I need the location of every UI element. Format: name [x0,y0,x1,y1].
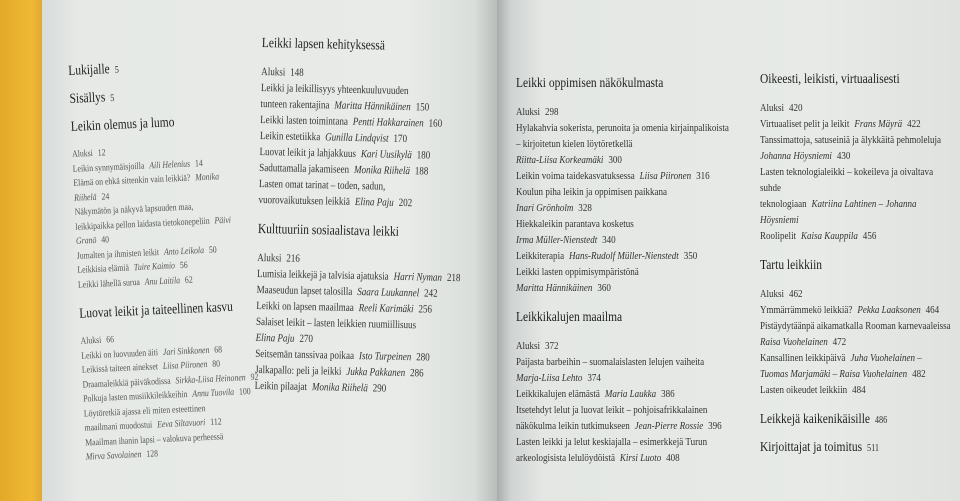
entry-author: Harri Nyman [393,270,443,284]
toc-entry-line [516,402,751,418]
entry-title: Leikki lasten oppimisympäristönä [516,266,639,278]
section-heading [760,440,955,456]
toc-entry-line [516,120,751,136]
section-title: Oikeesti, leikisti, virtuaalisesti [760,72,900,87]
toc-entry-line [760,382,955,398]
entry-page-number: 290 [372,382,387,395]
toc-section [516,76,751,296]
entry-title: Itsetehdyt lelut ja luovat leikit – pohjoisafrikkalainen [516,404,708,416]
entry-title: leikkipaikka pellon laidasta tietokonepeliin [75,216,210,233]
entry-author: Päivi Granö [75,215,232,247]
entry-page-number: 92 [250,372,259,383]
entry-author: Monika Riihelä [353,163,411,178]
entry-page-number: 56 [179,260,188,272]
entry-title: Lasten leikki ja lelut keskiajalla – esimerkkejä Turun [516,436,708,448]
section-title: Kirjoittajat ja toimitus [760,440,863,455]
section-title: Lukijalle [68,62,111,79]
entry-page-number: 350 [683,250,698,262]
section-heading [258,222,496,243]
entry-author: Raisa Vuohelainen [760,336,828,348]
entry-page-number: 218 [446,271,461,285]
entry-author: Liisa Piironen [162,359,208,373]
toc-entry-line [516,248,751,264]
section-heading [516,76,751,92]
entry-page-number: 372 [544,340,559,352]
entry-title: Roolipelit [760,230,797,242]
entry-title: Saduttamalla jakamiseen [259,161,350,176]
entry-title: Leikkisiа elämiä [77,263,130,276]
entry-title: tunteen rakentajina [260,97,330,112]
entry-title: Aluksi [80,335,102,347]
entry-author: Pentti Hakkarainen [352,115,424,130]
toc-entry-line [760,132,955,148]
entry-author: Annu Tuovila [192,387,235,400]
entry-title: Leikki lähellä surua [77,277,141,291]
entry-page-number: 24 [101,191,110,203]
toc-entry-line [760,148,955,164]
entry-page-number: 112 [210,417,222,428]
entry-title: Hylakahvia sokerista, perunoita ja omenia kirjainpalikoista [516,122,729,134]
toc-entry-line [516,370,751,386]
entry-author: Riitta-Liisa Korkeamäki [516,154,604,166]
entry-page-number: 188 [414,165,429,178]
entry-author: Gunilla Lindqvist [325,131,389,145]
section-page-number: 5 [114,64,120,76]
entry-page-number: 420 [788,102,803,114]
entry-title: Koulun piha leikin ja oppimisen paikkana [516,186,668,198]
toc-entry-line [516,354,751,370]
entry-title: Lasten oikeudet leikkiin [760,384,848,396]
toc-entry-line [516,152,751,168]
entry-page-number: 80 [212,359,221,370]
entry-title: Lasten teknologialeikki – kokeileva ja oivaltava suhde [760,166,934,194]
toc-column-3 [516,76,751,480]
toc-entry-line [516,136,751,152]
toc-entry-line [516,216,751,232]
entry-title: Jumalten ja ihmisten leikit [76,247,160,262]
entry-title: Leikin estetiikka [259,129,321,144]
entry-page-number: 50 [208,244,217,256]
entry-title: Aluksi [760,102,785,114]
entry-author: Inari Grönholm [516,202,574,214]
toc-column-1 [68,56,267,479]
toc-section [258,36,499,213]
entry-page-number: 408 [666,452,680,464]
entry-author: Elina Paju [354,195,394,209]
entry-author: Sirkka-Liisa Heinonen [175,372,246,386]
entry-title: Leikkiterapia [516,250,565,262]
entry-page-number: 62 [184,275,193,286]
entry-page-number: 280 [416,351,430,364]
entry-title: vuorovaikutuksen leikkiä [258,193,351,208]
toc-entry-line [760,286,955,302]
toc-column-4 [760,72,955,468]
entry-title: Aluksi [760,288,785,300]
entry-author: Irma Müller-Nienstedt [516,234,598,246]
entry-page-number: 148 [290,66,304,79]
toc-entry-line [516,338,751,354]
entry-page-number: 128 [146,449,159,460]
toc-section [760,72,955,244]
entry-page-number: 328 [578,202,592,214]
section-title: Kulttuuriin sosiaalistava leikki [257,221,400,240]
section-heading [79,299,260,323]
entry-page-number: 40 [101,235,110,246]
toc-entry-line [516,168,751,184]
section-heading [760,258,955,274]
entry-title: Tanssimattoja, satuseiniä ja älykkäitä pehmoleluja [760,134,941,146]
section-title: Luovat leikit ja taiteellinen kasvu [79,299,234,322]
entry-title: Leikissä taiteen ainekset [81,362,159,376]
entry-title: Ymmärrämmekö leikkiä? [760,304,853,316]
entry-page-number: 462 [788,288,803,300]
section-title: Sisällys [69,90,106,107]
toc-entry-line [516,264,751,280]
entry-title: maailmani muodostui [84,420,153,434]
entry-title: arkeologisista lelulöydöistä [516,452,615,464]
entry-page-number: 100 [238,387,251,398]
section-heading [516,310,751,326]
entry-title: Polkuja lasten musiikkileikkeihin [83,389,188,405]
entry-title: Virtuaaliset pelit ja leikit [760,118,850,130]
entry-page-number: 14 [194,158,204,169]
entry-title: Hiekkaleikin parantava kosketus [516,218,634,230]
toc-section [760,412,955,428]
entry-page-number: 298 [544,106,559,118]
entry-title: Elämä on ehkä sittenkin vain leikkiä? [73,173,191,189]
entry-title: Leikki on luovuuden äiti [81,347,159,362]
entry-title: Leikin pilaajat [254,379,308,394]
entry-author: Kirsi Luoto [619,452,662,464]
section-heading [71,112,252,136]
toc-entry-line [516,450,751,466]
entry-title: Leikki on lapsen maailmaa [256,299,354,314]
entry-page-number: 374 [587,372,601,384]
section-title: Leikki oppimisen näkökulmasta [516,76,664,91]
entry-title: Aluksi [516,106,541,118]
entry-page-number: 472 [832,336,847,348]
entry-page-number: 456 [862,230,877,242]
entry-title: näkökulma leikin tutkimukseen [516,420,630,432]
entry-page-number: 170 [393,132,408,146]
entry-page-number: 396 [708,420,722,432]
entry-page-number: 360 [597,282,611,294]
entry-title: Näkymätön ja näkyvä lapsuuden maa, [74,202,194,218]
entry-author: Anu Laitila [144,275,181,288]
entry-page-number: 216 [286,252,300,265]
toc-entry-line [760,334,955,350]
entry-author: Katriina Lahtinen – Johanna Höysniemi [760,198,917,226]
entry-author: Juha Vuohelainen – [850,352,922,364]
entry-title: Lumisia leikkejä ja talvisia ajatuksia [256,267,389,283]
toc-entry-line [516,232,751,248]
entry-title: Leikin voima taidekasvatuksessa [516,170,635,182]
entry-title: teknologiaan [760,198,807,210]
entry-page-number: 316 [696,170,710,182]
toc-entry-line [760,350,955,366]
entry-page-number: 484 [852,384,866,396]
entry-author: Johanna Höysniemi [760,150,832,162]
entry-page-number: 256 [418,303,433,316]
toc-section [71,112,259,293]
entry-page-number: 300 [608,154,622,166]
entry-title: Kansallinen leikkipäivä [760,352,846,364]
toc-column-2 [254,36,500,413]
toc-section [760,258,955,398]
entry-page-number: 422 [907,118,921,130]
toc-entry-line [516,104,751,120]
entry-page-number: 430 [836,150,851,162]
entry-page-number: 160 [428,117,443,130]
entry-page-number: 386 [661,388,675,400]
entry-page-number: 66 [106,335,115,346]
entry-author: Elina Paju [255,331,295,345]
entry-title: Aluksi [261,65,286,79]
entry-author: Frans Mäyrä [854,118,903,130]
section-title: Tartu leikkiin [760,258,823,273]
entry-page-number: 482 [912,368,926,380]
entry-author: Jukka Pakkanen [346,365,406,380]
entry-title: Aluksi [516,340,541,352]
section-title: Leikkejä kaikenikäisille [760,412,870,427]
toc-section [255,222,496,399]
entry-title: Aluksi [71,148,94,160]
entry-page-number: 12 [97,148,106,159]
entry-author: Isto Turpeinen [358,350,412,364]
entry-title: Pistäydytäänpä aikamatkalla Rooman karnevaaleissa [760,320,951,332]
toc-entry-line [760,302,955,318]
entry-title: Leikkikalujen elämästä [516,388,600,400]
entry-page-number: 180 [416,149,431,162]
entry-author: Tuomas Marjamäki – Raisa Vuohelainen [760,368,908,380]
entry-author: Kari Uusikylä [360,148,412,162]
section-page-number: 511 [866,443,880,454]
entry-title: – kirjoitetun kielen löytöretkellä [516,138,633,150]
entry-author: Anto Leikola [163,245,205,258]
entry-page-number: 340 [602,234,616,246]
toc-entry-line [760,164,955,196]
section-page-number: 486 [874,415,888,426]
section-title: Leikki lapsen kehityksessä [261,36,386,54]
entry-author: Maritta Hännikäinen [334,99,411,114]
toc-entry-line [760,100,955,116]
toc-entry-line [516,280,751,296]
entry-title: Maailman ihanin lapsi – valokuva perheessä [84,431,224,449]
entry-title: Leikin synnymäisjoilla [72,161,145,175]
entry-author: Hans-Rudolf Müller-Nienstedt [569,250,679,262]
entry-author: Tuire Kaimio [133,261,176,274]
toc-entry-line [760,318,955,334]
entry-title: Leikki lasten toimintana [260,113,349,128]
entry-title: Löytöretkiä ajassa eli miten esteettinen [83,403,206,420]
toc-entry-line [760,366,955,382]
entry-author: Mirva Savolainen [85,450,142,463]
toc-section [79,299,266,466]
entry-title: Jalkapallo: peli ja leikki [254,363,342,378]
entry-title: Salaiset leikit – lasten leikkien ruumiillisuus [255,315,417,332]
entry-page-number: 68 [214,344,223,356]
toc-entry-line [760,228,955,244]
entry-author: Saara Luukannel [357,286,420,300]
toc-entry-line [516,200,751,216]
section-heading [760,412,955,428]
entry-title: Lasten omat tarinat – toden, sadun, [258,177,386,193]
entry-author: Jean-Pierre Rossie [634,420,704,432]
entry-author: Jari Sinkkonen [162,345,210,358]
toc-section [69,84,250,108]
entry-author: Maritta Hännikäinen [516,282,593,294]
entry-author: Reeli Karimäki [358,302,414,316]
entry-author: Aili Helenius [149,159,191,171]
entry-author: Monika Riihelä [311,381,368,395]
entry-page-number: 270 [299,332,314,346]
entry-author: Maria Laukka [604,388,657,400]
entry-page-number: 286 [409,367,424,380]
toc-entry-line [516,418,751,434]
entry-title: Aluksi [257,251,282,265]
section-heading [760,72,955,88]
toc-entry-line [516,386,751,402]
toc-section [760,440,955,456]
toc-entry-line [760,116,955,132]
entry-author: Eeva Siltavuori [156,418,206,431]
entry-title: Luovat leikit ja lahjakkuus [259,145,357,160]
entry-title: Paijasta barbeihin – suomalaislasten lelujen vaiheita [516,356,705,368]
section-page-number: 5 [110,92,115,105]
section-title: Leikin olemus ja lumo [70,115,175,135]
toc-entry-line [760,196,955,228]
entry-title: Maaseudun lapset talosilla [256,283,353,298]
entry-author: Marja-Liisa Lehto [516,372,583,384]
toc-section [516,310,751,466]
entry-author: Pekka Laaksonen [857,304,921,316]
entry-title: Leikki ja leikillisyys yhteenkuuluvuuden [260,81,409,98]
entry-page-number: 464 [925,304,940,316]
entry-author: Monika Riihelä [73,172,220,204]
entry-author: Kaisa Kauppila [801,230,858,242]
section-heading [69,84,250,108]
toc-entry-line [516,184,751,200]
entry-page-number: 150 [415,101,430,114]
entry-page-number: 202 [398,196,413,210]
entry-title: Draamaleikkiä päiväkodissa [82,376,171,391]
entry-title: Seitsemän tanssivaa poikaa [255,347,355,362]
book-cover-edge [0,0,46,501]
section-title: Leikkikalujen maailma [516,310,623,325]
toc-entry-line [516,434,751,450]
entry-page-number: 242 [423,287,438,300]
entry-author: Liisa Piironen [639,170,692,182]
